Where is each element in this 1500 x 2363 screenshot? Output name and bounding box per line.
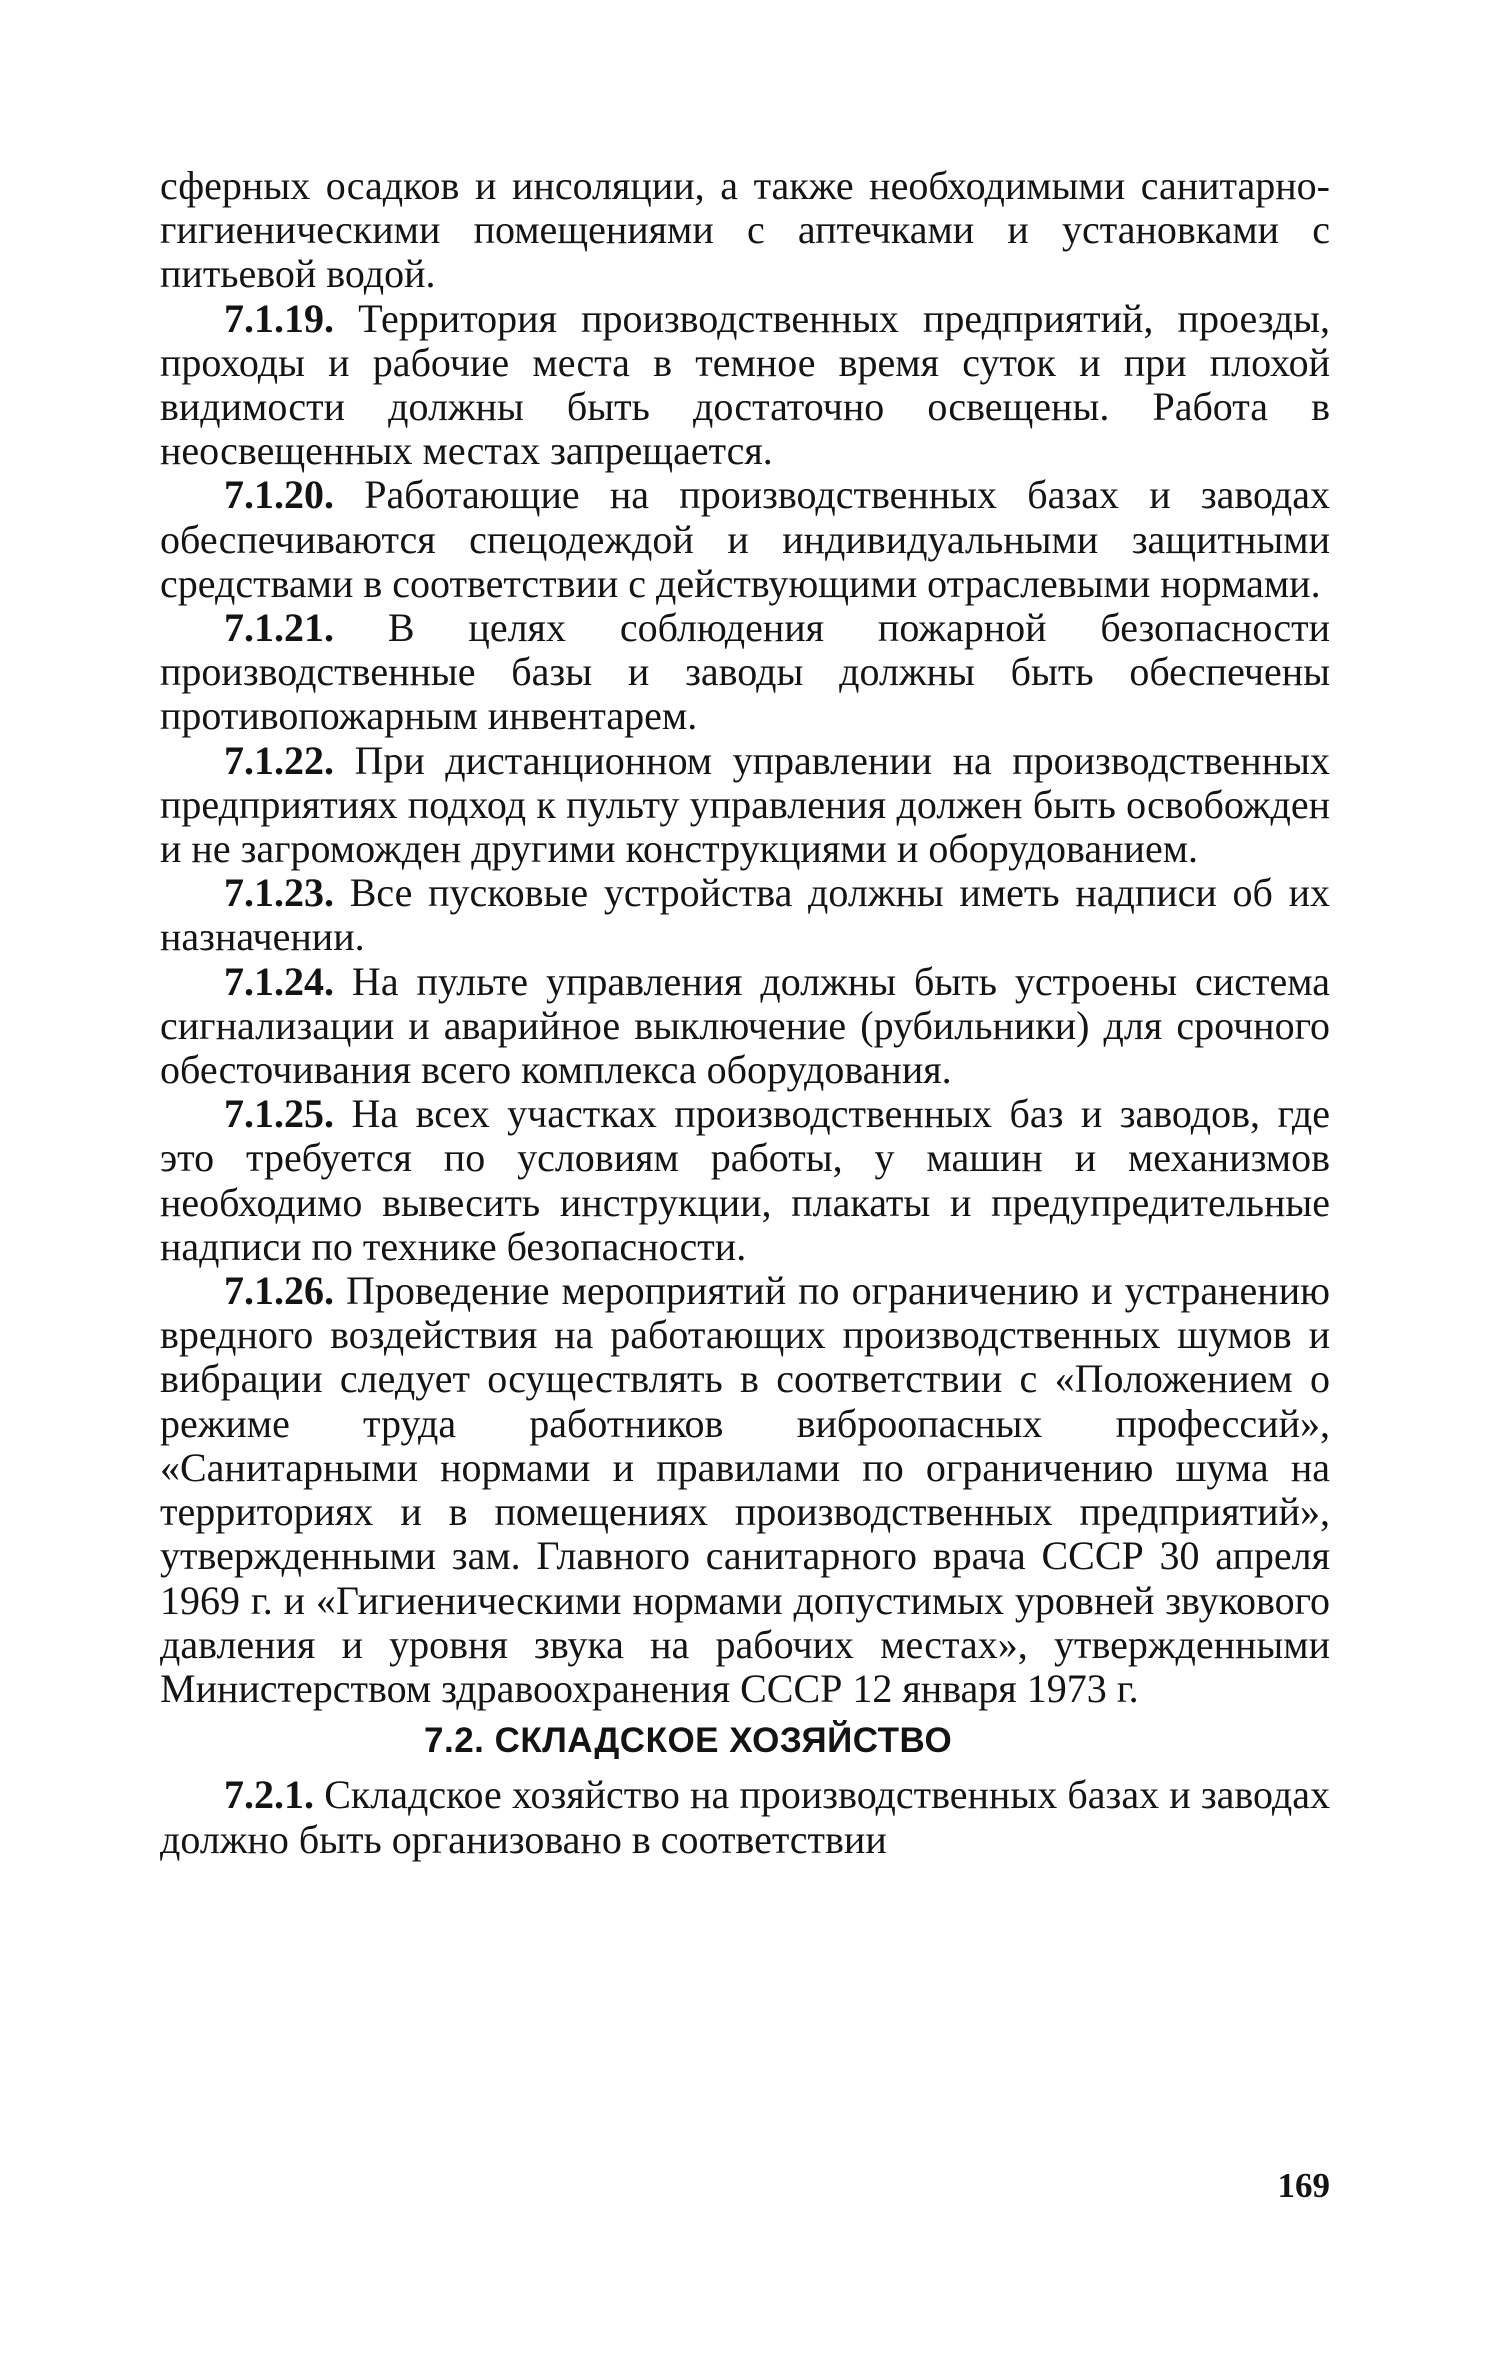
document-page <box>160 164 1330 1862</box>
paragraph-7-1-24 <box>160 960 1330 1093</box>
paragraph-text: Складское хозяйство на производственных базах и заводах должно быть организовано в соответствии <box>160 1772 1330 1862</box>
paragraph-number: 7.1.26. <box>224 1268 334 1314</box>
paragraph-text: В целях соблюдения пожарной безопасности производственные базы и заводы должны быть обеспечены противопожарным инвентарем. <box>160 605 1330 739</box>
page-number: 169 <box>1277 2166 1330 2205</box>
paragraph-number: 7.1.19. <box>224 295 334 341</box>
paragraph-text: Проведение мероприятий по ограничению и устранению вредного воздействия на работающих производственных шумов и вибрации следует осуществлять в соответствии с «Положением о режиме труда работников виброопасных профессий», «Санитарными нормами и правилами по ограничению шума на территориях и в помещениях производственных предприятий», утвержденными зам. Главного санитарного врача СССР 30 апреля 1969 г. и «Гигиеническими нормами допустимых уровней звукового давления и уровня звука на рабочих местах», утвержденными Министерством здравоохранения СССР 12 января 1973 г. <box>160 1268 1330 1711</box>
paragraph-7-2-1 <box>160 1773 1330 1861</box>
paragraph-text: сферных осадков и инсоляции, а также необходимыми санитарно-гигиеническими помещениями с аптечками и установками с питьевой водой. <box>160 163 1330 297</box>
paragraph-number: 7.1.20. <box>224 472 334 518</box>
paragraph-number: 7.2.1. <box>224 1772 314 1818</box>
paragraph-text: На пульте управления должны быть устроены система сигнализации и аварийное выключение (рубильники) для срочного обесточивания всего комплекса оборудования. <box>160 958 1330 1093</box>
paragraph-7-1-25 <box>160 1092 1330 1269</box>
paragraph-7-1-21 <box>160 606 1330 739</box>
paragraph-text: При дистанционном управлении на производственных предприятиях подход к пульту управления должен быть освобожден и не загроможден другими конструкциями и оборудованием. <box>160 737 1330 872</box>
paragraph-text: На всех участках производственных баз и заводов, где это требуется по условиям работы, у машин и механизмов необходимо вывесить инструкции, плакаты и предупредительные надписи по технике безопасности. <box>160 1091 1330 1269</box>
paragraph-text: Территория производственных предприятий, проезды, проходы и рабочие места в темное время суток и при плохой видимости должны быть достаточно освещены. Работа в неосвещенных местах запрещается. <box>160 295 1330 474</box>
paragraph-7-1-23 <box>160 871 1330 959</box>
paragraph-text: Работающие на производственных базах и заводах обеспечиваются спецодеждой и индивидуальными защитными средствами в соответствии с действующими отраслевыми нормами. <box>160 472 1330 606</box>
paragraph-number: 7.1.23. <box>224 870 334 916</box>
paragraph-intro <box>160 164 1330 297</box>
section-heading: 7.2. СКЛАДСКОЕ ХОЗЯЙСТВО <box>424 1721 953 1761</box>
paragraph-number: 7.1.24. <box>224 958 334 1004</box>
paragraph-number: 7.1.25. <box>224 1091 334 1137</box>
paragraph-7-1-26 <box>160 1269 1330 1711</box>
paragraph-text: Все пусковые устройства должны иметь надписи об их назначении. <box>160 870 1330 960</box>
paragraph-number: 7.1.22. <box>224 737 334 783</box>
paragraph-7-1-22 <box>160 739 1330 872</box>
paragraph-7-1-19 <box>160 297 1330 474</box>
paragraph-7-1-20 <box>160 473 1330 606</box>
paragraph-number: 7.1.21. <box>224 605 334 651</box>
